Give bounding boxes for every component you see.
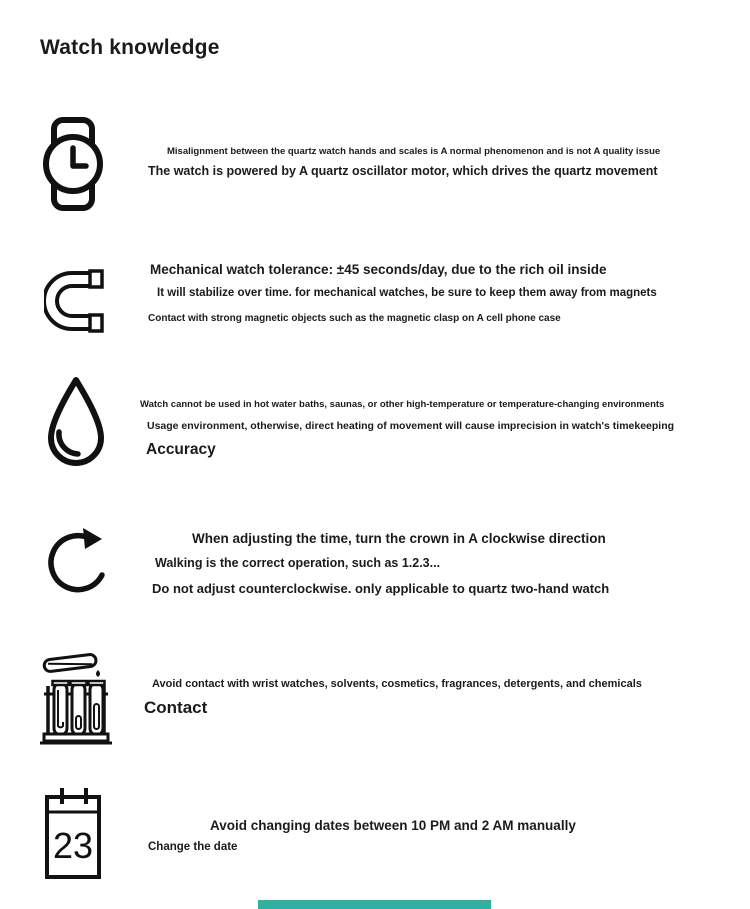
water-drop-icon	[42, 374, 110, 470]
watch-icon	[40, 116, 106, 212]
section-adjust-main: When adjusting the time, turn the crown in A clockwise direction	[192, 531, 606, 546]
section-date-main: Avoid changing dates between 10 PM and 2 AM manually	[210, 818, 576, 833]
section-accuracy-note: Watch cannot be used in hot water baths, saunas, or other high-temperature or temperature-changing environments	[140, 399, 665, 410]
page-divider-bar	[258, 900, 491, 909]
section-quartz-main: The watch is powered by A quartz oscillator motor, which drives the quartz movement	[148, 164, 658, 178]
section-contact-heading: Contact	[144, 698, 208, 717]
calendar-day-number: 23	[52, 825, 94, 866]
clockwise-arrow-icon	[45, 524, 111, 600]
calendar-icon	[42, 786, 104, 881]
section-magnet-main: Mechanical watch tolerance: ±45 seconds/day, due to the rich oil inside	[150, 262, 607, 277]
section-contact-note: Avoid contact with wrist watches, solvents, cosmetics, fragrances, detergents, and chemicals	[152, 678, 642, 690]
section-magnet-sub: It will stabilize over time. for mechanical watches, be sure to keep them away from magnets	[157, 287, 657, 299]
section-adjust-sub: Walking is the correct operation, such as 1.2.3...	[155, 556, 441, 570]
test-tubes-icon	[38, 646, 114, 746]
section-accuracy-sub: Usage environment, otherwise, direct heating of movement will cause imprecision in watch's timekeeping	[147, 420, 675, 432]
section-magnet-note: Contact with strong magnetic objects such as the magnetic clasp on A cell phone case	[148, 313, 561, 324]
section-date-sub: Change the date	[148, 841, 238, 853]
section-adjust-note: Do not adjust counterclockwise. only applicable to quartz two-hand watch	[152, 581, 610, 596]
section-quartz-note: Misalignment between the quartz watch hands and scales is A normal phenomenon and is not A quality issue	[167, 146, 661, 157]
section-accuracy-heading: Accuracy	[146, 441, 216, 458]
page-title: Watch knowledge	[40, 36, 220, 59]
magnet-icon	[44, 264, 106, 338]
